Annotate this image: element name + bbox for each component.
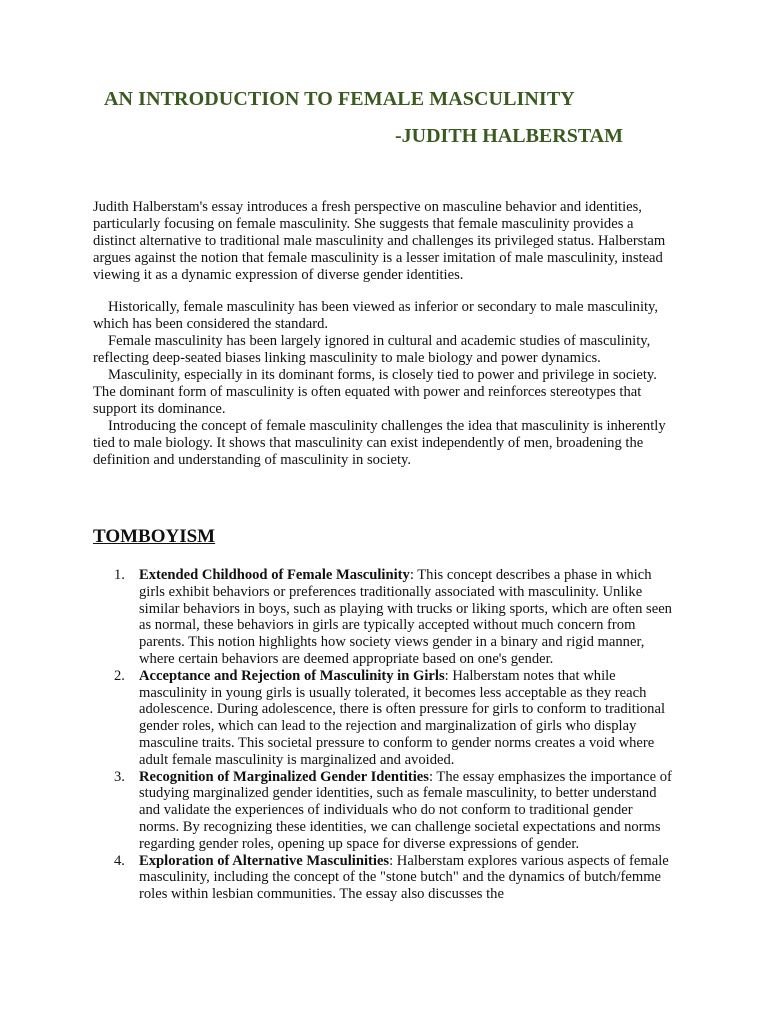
- document-title: AN INTRODUCTION TO FEMALE MASCULINITY: [104, 88, 575, 110]
- list-item-number: 2.: [114, 667, 125, 684]
- list-item-term: Acceptance and Rejection of Masculinity in Girls: [139, 667, 445, 684]
- list-item-term: Recognition of Marginalized Gender Identities: [139, 768, 429, 785]
- list-item: [114, 667, 674, 769]
- list-item-text: : Halberstam explores various aspects of female masculinity, including the concept of the "stone butch" and the dynamics of butch/femme roles within lesbian communities. The essay also discusses the: [139, 852, 669, 903]
- numbered-list: [114, 567, 674, 903]
- list-item-text: : Halberstam notes that while masculinity in young girls is usually tolerated, it becomes less acceptable as they reach adolescence. During adolescence, there is often pressure for girls to conform to traditional gender roles, which can lead to the rejection and marginalization of girls who display masculine traits. This societal pressure to conform to gender norms creates a void where adult female masculinity is marginalized and avoided.: [139, 667, 665, 768]
- list-item-number: 3.: [114, 768, 125, 785]
- list-item: [114, 567, 674, 668]
- list-item-term: Exploration of Alternative Masculinities: [139, 852, 390, 869]
- body-paragraph: Female masculinity has been largely ignored in cultural and academic studies of masculinity, reflecting deep-seated biases linking masculinity to male biology and power dynamics.: [93, 333, 651, 366]
- list-item-number: 4.: [114, 852, 125, 869]
- list-item-text: : This concept describes a phase in which girls exhibit behaviors or preferences traditionally associated with masculinity. Unlike similar behaviors in boys, such as playing with trucks or liking sports, which are often seen as normal, these behaviors in girls are typically accepted without much concern from parents. This notion highlights how society views gender in a binary and rigid manner, where certain behaviors are deemed appropriate based on one's gender.: [139, 567, 672, 667]
- section-heading: TOMBOYISM: [93, 526, 216, 547]
- body-paragraphs: [93, 299, 673, 469]
- list-item: [114, 768, 674, 853]
- list-item-text: : The essay emphasizes the importance of studying marginalized gender identities, such as female masculinity, to better understand and validate the experiences of individuals who do not conform to traditional gender norms. By recognizing these identities, we can challenge societal expectations and norms regarding gender roles, opening up space for diverse expressions of gender.: [139, 768, 672, 852]
- list-item-term: Extended Childhood of Female Masculinity: [139, 567, 410, 583]
- body-paragraph: Historically, female masculinity has been viewed as inferior or secondary to male masculinity, which has been considered the standard.: [93, 299, 659, 332]
- body-paragraph: Masculinity, especially in its dominant forms, is closely tied to power and privilege in society. The dominant form of masculinity is often equated with power and reinforces stereotypes that support its dominance.: [93, 367, 657, 417]
- body-paragraph: Introducing the concept of female masculinity challenges the idea that masculinity is inherently tied to male biology. It shows that masculinity can exist independently of men, broadening the definition and understanding of masculinity in society.: [93, 418, 666, 468]
- intro-paragraph: Judith Halberstam's essay introduces a fresh perspective on masculine behavior and identities, particularly focusing on female masculinity. She suggests that female masculinity provides a distinct alternative to traditional male masculinity and challenges its privileged status. Halberstam argues against the notion that female masculinity is a lesser imitation of male masculinity, instead viewing it as a dynamic expression of diverse gender identities.: [93, 199, 666, 283]
- document-author: -JUDITH HALBERSTAM: [395, 125, 623, 147]
- list-item-number: 1.: [114, 567, 125, 583]
- list-item: [114, 852, 674, 903]
- intro-paragraph-block: [93, 199, 673, 284]
